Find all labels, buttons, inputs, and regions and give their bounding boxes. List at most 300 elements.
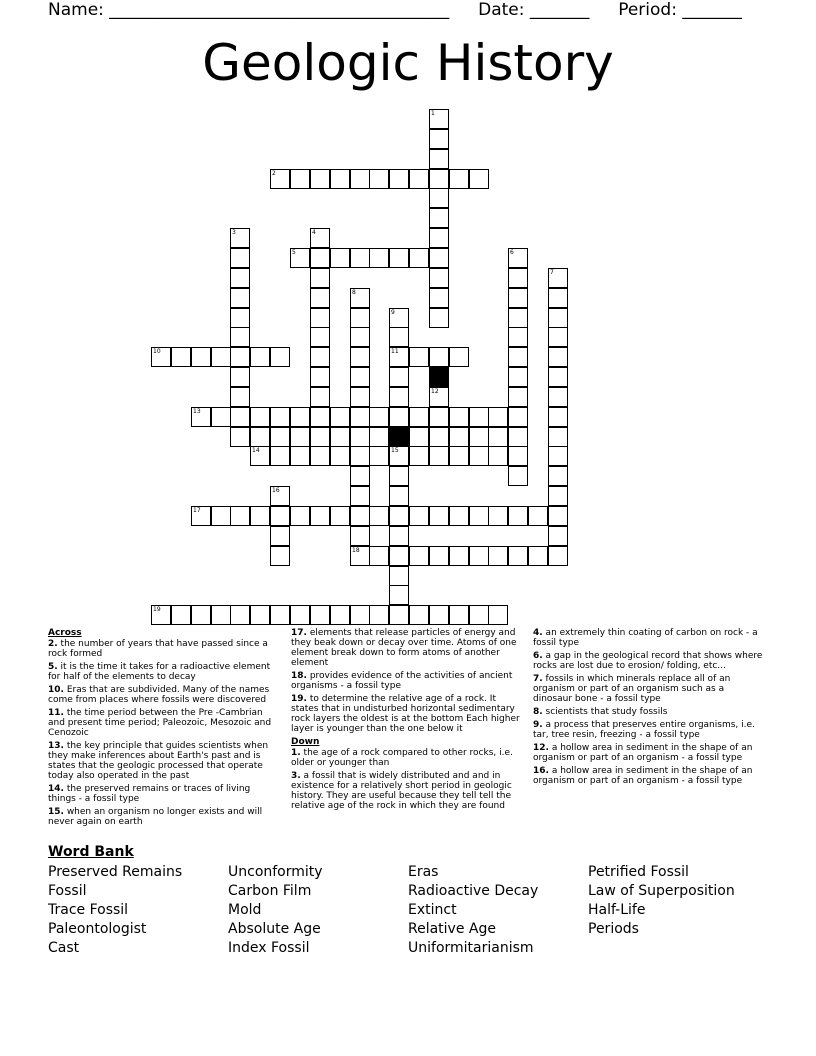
grid-cell[interactable]: [528, 546, 548, 566]
word-bank-column-2: [228, 863, 323, 958]
clue-number-label: 6: [510, 249, 514, 256]
grid-cell[interactable]: [310, 288, 330, 308]
clue-number-label: 2: [272, 170, 276, 177]
grid-cell[interactable]: [369, 546, 389, 566]
grid-cell[interactable]: [230, 308, 250, 328]
grid-cell[interactable]: [469, 446, 489, 466]
across-clue-text: when an organism no longer exists and will never again on earth: [48, 807, 263, 827]
grid-cell[interactable]: [369, 427, 389, 447]
word-bank-item: Paleontologist: [48, 921, 147, 937]
grid-cell[interactable]: [548, 308, 568, 328]
grid-cell[interactable]: [350, 387, 370, 407]
grid-cell[interactable]: [508, 446, 528, 466]
grid-cell[interactable]: [409, 169, 429, 189]
grid-cell[interactable]: [290, 427, 310, 447]
clues-column-1: [48, 628, 280, 830]
grid-cell[interactable]: [330, 427, 350, 447]
grid-cell[interactable]: [270, 169, 290, 189]
grid-cell[interactable]: [310, 169, 330, 189]
grid-cell[interactable]: [389, 446, 409, 466]
grid-cell[interactable]: [409, 446, 429, 466]
grid-cell[interactable]: [508, 387, 528, 407]
across-clue-number: 2.: [48, 639, 58, 649]
clue-number-label: 17: [193, 507, 201, 514]
across-clue-number: 11.: [48, 708, 64, 718]
word-bank-item: Mold: [228, 902, 262, 918]
grid-cell[interactable]: [409, 347, 429, 367]
down-clue: [533, 743, 765, 763]
grid-cell[interactable]: [270, 526, 290, 546]
word-bank-column-3: [408, 863, 538, 958]
grid-cell[interactable]: [548, 466, 568, 486]
down-clue-text: scientists that study fossils: [542, 707, 668, 717]
grid-cell[interactable]: [488, 407, 508, 427]
grid-cell[interactable]: [389, 407, 409, 427]
grid-cell[interactable]: [469, 605, 489, 625]
grid-cell[interactable]: [409, 407, 429, 427]
grid-cell[interactable]: [350, 446, 370, 466]
grid-cell[interactable]: [429, 248, 449, 268]
grid-cell[interactable]: [211, 506, 231, 526]
grid-cell[interactable]: [191, 347, 211, 367]
across-clue-number: 17.: [291, 628, 307, 638]
clue-number-label: 14: [252, 447, 260, 454]
grid-cell[interactable]: [389, 605, 409, 625]
across-clue-list-continued: [291, 628, 523, 734]
grid-cell[interactable]: [350, 526, 370, 546]
grid-cell[interactable]: [310, 387, 330, 407]
grid-cell[interactable]: [548, 446, 568, 466]
period-field-label[interactable]: Period: _______: [618, 0, 742, 20]
grid-cell[interactable]: [310, 367, 330, 387]
grid-cell[interactable]: [350, 466, 370, 486]
grid-cell[interactable]: [330, 605, 350, 625]
across-clue: [48, 708, 280, 738]
grid-cell[interactable]: [508, 327, 528, 347]
grid-cell[interactable]: [369, 446, 389, 466]
grid-cell[interactable]: [369, 605, 389, 625]
grid-cell[interactable]: [409, 506, 429, 526]
clue-number-label: 12: [431, 388, 439, 395]
grid-cell[interactable]: [429, 169, 449, 189]
grid-cell[interactable]: [191, 407, 211, 427]
grid-cell[interactable]: [548, 327, 568, 347]
grid-cell[interactable]: [230, 327, 250, 347]
word-bank-item: Cast: [48, 940, 80, 956]
grid-cell[interactable]: [429, 387, 449, 407]
across-clue-text: the preserved remains or traces of living things - a fossil type: [48, 784, 251, 804]
word-bank-item: Preserved Remains: [48, 864, 183, 880]
clue-number-label: 3: [232, 229, 236, 236]
grid-cell[interactable]: [290, 248, 310, 268]
clue-number-label: 11: [391, 348, 399, 355]
across-clue-text: the key principle that guides scientists when they make inferences about Earth's past and is states that the geologic processed that operate today also operated in the past: [48, 741, 269, 781]
grid-cell[interactable]: [350, 367, 370, 387]
grid-cell[interactable]: [429, 109, 449, 129]
word-bank-column-1: [48, 863, 182, 958]
word-bank-item: Extinct: [408, 902, 457, 918]
grid-cell[interactable]: [488, 446, 508, 466]
grid-cell[interactable]: [171, 347, 191, 367]
down-clue: [533, 766, 765, 786]
grid-cell[interactable]: [250, 427, 270, 447]
grid-cell[interactable]: [290, 407, 310, 427]
grid-cell[interactable]: [350, 169, 370, 189]
clue-number-label: 10: [153, 348, 161, 355]
grid-cell[interactable]: [429, 546, 449, 566]
across-clue-number: 10.: [48, 685, 64, 695]
grid-cell[interactable]: [449, 169, 469, 189]
grid-cell[interactable]: [508, 367, 528, 387]
grid-cell[interactable]: [389, 486, 409, 506]
grid-cell[interactable]: [350, 486, 370, 506]
grid-cell[interactable]: [469, 506, 489, 526]
grid-cell[interactable]: [290, 506, 310, 526]
name-field-label[interactable]: Name: ________________________________________: [48, 0, 450, 20]
grid-cell[interactable]: [250, 347, 270, 367]
grid-cell[interactable]: [449, 605, 469, 625]
grid-cell[interactable]: [310, 506, 330, 526]
clue-number-label: 15: [391, 447, 399, 454]
grid-cell[interactable]: [270, 446, 290, 466]
word-bank-item: Half-Life: [588, 902, 646, 918]
grid-cell[interactable]: [350, 407, 370, 427]
across-clue-number: 18.: [291, 671, 307, 681]
grid-cell[interactable]: [429, 308, 449, 328]
grid-cell[interactable]: [508, 248, 528, 268]
grid-cell[interactable]: [310, 407, 330, 427]
clue-number-label: 13: [193, 408, 201, 415]
down-clue-number: 4.: [533, 628, 543, 638]
down-clue-text: a process that preserves entire organisms, i.e. tar, tree resin, freezing - a fossil type: [533, 720, 755, 740]
down-clue-text: a hollow area in sediment in the shape of an organism or part of an organism - a fossil type: [533, 766, 753, 786]
grid-cell[interactable]: [389, 526, 409, 546]
grid-cell[interactable]: [330, 446, 350, 466]
across-clue-number: 15.: [48, 807, 64, 817]
across-clue: [291, 671, 523, 691]
grid-cell[interactable]: [230, 605, 250, 625]
black-cell: [389, 427, 409, 447]
grid-cell[interactable]: [270, 347, 290, 367]
grid-cell[interactable]: [389, 367, 409, 387]
grid-cell[interactable]: [290, 169, 310, 189]
clue-number-label: 8: [352, 289, 356, 296]
grid-cell[interactable]: [389, 566, 409, 586]
grid-cell[interactable]: [508, 347, 528, 367]
grid-cell[interactable]: [290, 605, 310, 625]
grid-cell[interactable]: [350, 506, 370, 526]
grid-cell[interactable]: [211, 605, 231, 625]
word-bank-item: Unconformity: [228, 864, 323, 880]
word-bank-item: Absolute Age: [228, 921, 321, 937]
down-clue: [533, 707, 765, 717]
grid-cell[interactable]: [548, 347, 568, 367]
word-bank-item: Fossil: [48, 883, 87, 899]
grid-cell[interactable]: [290, 446, 310, 466]
clue-number-label: 19: [153, 606, 161, 613]
grid-cell[interactable]: [250, 407, 270, 427]
page-title: Geologic History: [202, 34, 614, 92]
grid-cell[interactable]: [350, 327, 370, 347]
grid-cell[interactable]: [429, 268, 449, 288]
across-clue: [48, 662, 280, 682]
word-bank-item: Law of Superposition: [588, 883, 735, 899]
grid-cell[interactable]: [230, 288, 250, 308]
grid-cell[interactable]: [330, 248, 350, 268]
grid-cell[interactable]: [230, 506, 250, 526]
date-field-label[interactable]: Date: _______: [478, 0, 590, 20]
down-clue-number: 12.: [533, 743, 549, 753]
grid-cell[interactable]: [369, 169, 389, 189]
grid-cell[interactable]: [389, 387, 409, 407]
grid-cell[interactable]: [270, 605, 290, 625]
grid-cell[interactable]: [409, 427, 429, 447]
down-clue-number: 16.: [533, 766, 549, 776]
grid-cell[interactable]: [369, 506, 389, 526]
grid-cell[interactable]: [211, 347, 231, 367]
grid-cell[interactable]: [389, 506, 409, 526]
word-bank-item: Eras: [408, 864, 439, 880]
down-clue-text: fossils in which minerals replace all of an organism or part of an organism such as a dinosaur bone - a fossil type: [533, 674, 731, 704]
clue-number-label: 18: [352, 547, 360, 554]
across-clue: [48, 784, 280, 804]
grid-cell[interactable]: [429, 129, 449, 149]
grid-cell[interactable]: [488, 605, 508, 625]
clue-number-label: 4: [312, 229, 316, 236]
header-line: [48, 0, 742, 20]
grid-cell[interactable]: [548, 288, 568, 308]
grid-cell[interactable]: [389, 347, 409, 367]
grid-cell[interactable]: [310, 308, 330, 328]
grid-cell[interactable]: [449, 347, 469, 367]
down-heading: Down: [291, 737, 320, 747]
down-clue-number: 9.: [533, 720, 543, 730]
clue-number-label: 7: [550, 269, 554, 276]
grid-cell[interactable]: [270, 427, 290, 447]
grid-cell[interactable]: [389, 327, 409, 347]
grid-cell[interactable]: [429, 208, 449, 228]
grid-cell[interactable]: [449, 427, 469, 447]
grid-cell[interactable]: [151, 605, 171, 625]
grid-cell[interactable]: [429, 605, 449, 625]
grid-cell[interactable]: [270, 407, 290, 427]
grid-cell[interactable]: [488, 546, 508, 566]
black-cell: [429, 367, 449, 387]
grid-cell[interactable]: [429, 188, 449, 208]
clues-column-2: [291, 628, 523, 814]
grid-cell[interactable]: [151, 347, 171, 367]
grid-cell[interactable]: [508, 506, 528, 526]
down-clue-text: an extremely thin coating of carbon on rock - a fossil type: [533, 628, 758, 648]
word-bank-item: Carbon Film: [228, 883, 312, 899]
word-bank-item: Uniformitarianism: [408, 940, 534, 956]
clue-number-label: 9: [391, 309, 395, 316]
grid-cell[interactable]: [191, 506, 211, 526]
grid-cell[interactable]: [469, 407, 489, 427]
down-clue-text: the age of a rock compared to other rocks, i.e. older or younger than: [291, 748, 513, 768]
grid-cell[interactable]: [191, 605, 211, 625]
word-bank-item: Index Fossil: [228, 940, 310, 956]
grid-cell[interactable]: [350, 288, 370, 308]
grid-cell[interactable]: [429, 446, 449, 466]
grid-cell[interactable]: [469, 546, 489, 566]
grid-cell[interactable]: [429, 347, 449, 367]
grid-cell[interactable]: [369, 248, 389, 268]
grid-cell[interactable]: [449, 546, 469, 566]
grid-cell[interactable]: [429, 427, 449, 447]
grid-cell[interactable]: [330, 407, 350, 427]
grid-cell[interactable]: [330, 506, 350, 526]
grid-cell[interactable]: [508, 268, 528, 288]
grid-cell[interactable]: [350, 427, 370, 447]
clues-column-3: [533, 628, 765, 789]
grid-cell[interactable]: [548, 268, 568, 288]
grid-cell[interactable]: [350, 248, 370, 268]
grid-cell[interactable]: [350, 605, 370, 625]
down-clue-text: a fossil that is widely distributed and and in existence for a relatively short period in geologic history. They are useful because they tell tell the relative age of the rock in which they are found: [291, 771, 512, 811]
grid-cell[interactable]: [528, 506, 548, 526]
grid-cell[interactable]: [548, 407, 568, 427]
grid-cell[interactable]: [389, 248, 409, 268]
down-clue-text: a hollow area in sediment in the shape of an organism or part of an organism - a fossil type: [533, 743, 753, 763]
down-clue-number: 3.: [291, 771, 301, 781]
across-clue: [48, 685, 280, 705]
clue-number-label: 1: [431, 110, 435, 117]
grid-cell[interactable]: [389, 169, 409, 189]
across-clue-text: to determine the relative age of a rock. It states that in undisturbed horizontal sedimentary rock layers the oldest is at the bottom Each higher layer is younger than the one below it: [291, 694, 520, 734]
grid-cell[interactable]: [211, 407, 231, 427]
across-clue-text: it is the time it takes for a radioactive element for half of the elements to decay: [48, 662, 271, 682]
grid-cell[interactable]: [330, 169, 350, 189]
grid-cell[interactable]: [548, 506, 568, 526]
grid-cell[interactable]: [310, 228, 330, 248]
grid-cell[interactable]: [230, 427, 250, 447]
grid-cell[interactable]: [488, 427, 508, 447]
grid-cell[interactable]: [429, 506, 449, 526]
across-clue-text: provides evidence of the activities of ancient organisms - a fossil type: [291, 671, 513, 691]
grid-cell[interactable]: [469, 169, 489, 189]
grid-cell[interactable]: [230, 407, 250, 427]
down-clue: [291, 748, 523, 768]
across-clue: [291, 628, 523, 668]
across-clue: [48, 639, 280, 659]
across-clue-list: [48, 639, 280, 827]
grid-cell[interactable]: [548, 367, 568, 387]
grid-cell[interactable]: [310, 248, 330, 268]
across-clue-number: 19.: [291, 694, 307, 704]
grid-cell[interactable]: [469, 427, 489, 447]
word-bank-item: Radioactive Decay: [408, 883, 539, 899]
grid-cell[interactable]: [230, 248, 250, 268]
across-clue-text: elements that release particles of energy and they beak down or decay over time. Atoms of one element break down to form atoms of another element: [291, 628, 517, 668]
down-clue-list-continued: [533, 628, 765, 786]
across-clue-number: 14.: [48, 784, 64, 794]
across-clue: [48, 741, 280, 781]
down-clue: [533, 674, 765, 704]
grid-cell[interactable]: [270, 546, 290, 566]
grid-cell[interactable]: [230, 347, 250, 367]
down-clue: [291, 771, 523, 811]
across-clue-text: Eras that are subdivided. Many of the names come from places where fossils were discovered: [48, 685, 270, 705]
across-heading: Across: [48, 628, 82, 638]
grid-cell[interactable]: [449, 446, 469, 466]
word-bank-item: Trace Fossil: [48, 902, 129, 918]
grid-cell[interactable]: [508, 407, 528, 427]
grid-cell[interactable]: [508, 546, 528, 566]
grid-cell[interactable]: [508, 308, 528, 328]
grid-cell[interactable]: [548, 526, 568, 546]
grid-cell[interactable]: [350, 308, 370, 328]
across-clue-text: the number of years that have passed since a rock formed: [48, 639, 268, 659]
grid-cell[interactable]: [230, 367, 250, 387]
grid-cell[interactable]: [488, 506, 508, 526]
grid-cell[interactable]: [389, 585, 409, 605]
grid-cell[interactable]: [230, 387, 250, 407]
grid-cell[interactable]: [350, 347, 370, 367]
grid-cell[interactable]: [429, 149, 449, 169]
grid-cell[interactable]: [449, 506, 469, 526]
across-clue-text: the time period between the Pre -Cambrian and present time period; Paleozoic, Mesozoic and Cenozoic: [48, 708, 272, 738]
grid-cell[interactable]: [429, 407, 449, 427]
grid-cell[interactable]: [389, 466, 409, 486]
across-clue-number: 5.: [48, 662, 58, 672]
word-bank-item: Relative Age: [408, 921, 496, 937]
grid-cell[interactable]: [270, 506, 290, 526]
grid-cell[interactable]: [250, 446, 270, 466]
grid-cell[interactable]: [409, 248, 429, 268]
grid-cell[interactable]: [171, 605, 191, 625]
grid-cell[interactable]: [409, 605, 429, 625]
grid-cell[interactable]: [250, 506, 270, 526]
grid-cell[interactable]: [548, 387, 568, 407]
grid-cell[interactable]: [389, 546, 409, 566]
grid-cell[interactable]: [230, 268, 250, 288]
word-bank-item: Periods: [588, 921, 639, 937]
grid-cell[interactable]: [548, 486, 568, 506]
grid-cell[interactable]: [508, 288, 528, 308]
across-clue-number: 13.: [48, 741, 64, 751]
grid-cell[interactable]: [250, 605, 270, 625]
grid-cell[interactable]: [409, 546, 429, 566]
word-bank-column-4: [588, 863, 735, 939]
grid-cell[interactable]: [310, 268, 330, 288]
down-clue-text: a gap in the geological record that shows where rocks are lost due to erosion/ folding, etc...: [533, 651, 763, 671]
down-clue-number: 6.: [533, 651, 543, 661]
grid-cell[interactable]: [548, 546, 568, 566]
grid-cell[interactable]: [548, 427, 568, 447]
across-clue: [48, 807, 280, 827]
grid-cell[interactable]: [369, 407, 389, 427]
grid-cell[interactable]: [310, 347, 330, 367]
grid-cell[interactable]: [508, 427, 528, 447]
grid-cell[interactable]: [350, 546, 370, 566]
grid-cell[interactable]: [310, 327, 330, 347]
grid-cell[interactable]: [310, 427, 330, 447]
grid-cell[interactable]: [310, 605, 330, 625]
grid-cell[interactable]: [310, 446, 330, 466]
grid-cell[interactable]: [429, 228, 449, 248]
grid-cell[interactable]: [389, 308, 409, 328]
grid-cell[interactable]: [230, 228, 250, 248]
grid-cell[interactable]: [270, 486, 290, 506]
clue-number-label: 5: [292, 249, 296, 256]
grid-cell[interactable]: [449, 407, 469, 427]
across-clue: [291, 694, 523, 734]
grid-cell[interactable]: [508, 466, 528, 486]
down-clue: [533, 720, 765, 740]
grid-cell[interactable]: [429, 288, 449, 308]
word-bank-title: Word Bank: [48, 844, 134, 860]
